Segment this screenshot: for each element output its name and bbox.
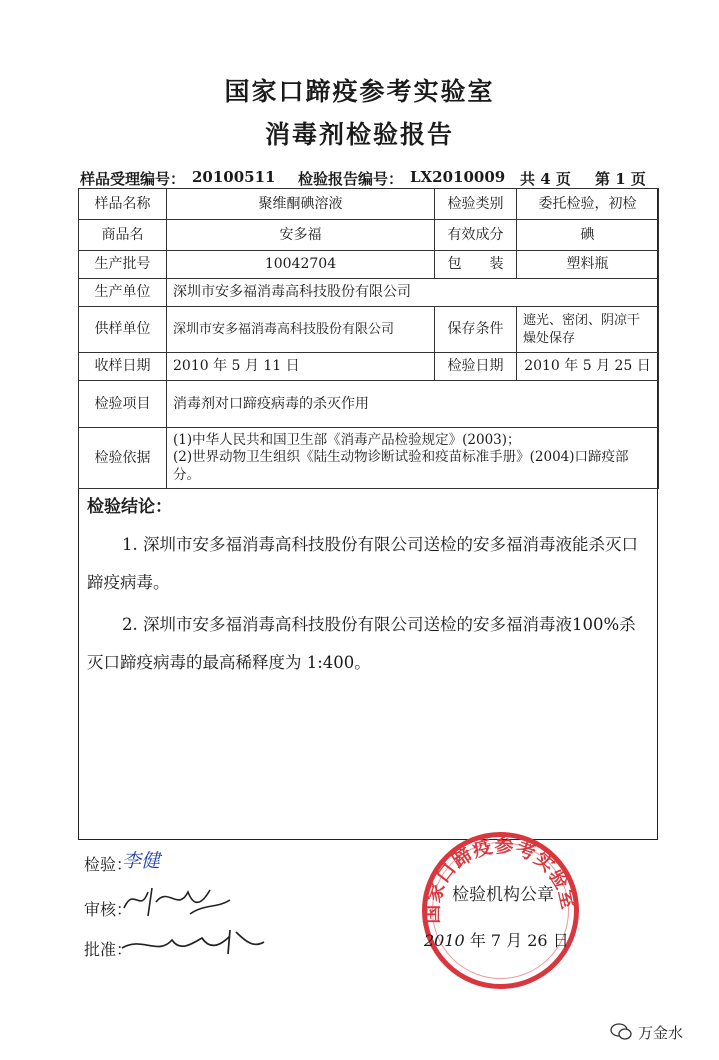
- lab-title: 国家口蹄疫参考实验室: [224, 77, 495, 106]
- pages-total: 共 4 页: [520, 170, 571, 188]
- report-no-label: 检验报告编号：: [298, 170, 404, 188]
- report-title: 消毒剂检验报告: [264, 120, 454, 149]
- batch: 10042704: [167, 251, 435, 279]
- watermark-text: 万金水: [638, 1024, 684, 1042]
- test-date: 2010 年 5 月 25 日: [517, 353, 659, 381]
- test-type: 委托检验，初检: [517, 189, 659, 220]
- official-seal: [418, 828, 583, 993]
- supplier-label: 供样单位: [79, 307, 167, 353]
- supplier: 深圳市安多福消毒高科技股份有限公司: [167, 307, 435, 353]
- ingredient: 碘: [517, 220, 659, 251]
- sample-no: 20100511: [192, 168, 276, 186]
- seal-date-rest: 年 7 月 26 日: [469, 931, 569, 950]
- inspector-signature: 李健: [122, 850, 161, 872]
- approver-label: 批准：: [84, 940, 133, 959]
- table-row: [79, 353, 659, 381]
- org-seal-label: 检验机构公章: [452, 885, 554, 905]
- table-row: [79, 279, 659, 307]
- inspector-label: 检验：: [84, 855, 133, 874]
- svg-text:国家口蹄疫参考实验室: [421, 834, 580, 924]
- test-basis: [167, 428, 659, 489]
- package: 塑料瓶: [517, 251, 659, 279]
- reviewer-label: 审核：: [84, 900, 133, 919]
- table-row: [79, 220, 659, 251]
- sample-no-label: 样品受理编号：: [80, 170, 186, 188]
- seal-date-year: 2010: [424, 931, 465, 950]
- wechat-icon: [610, 1022, 632, 1042]
- package-label: 包 装: [435, 251, 517, 279]
- page-current: 第 1 页: [595, 170, 646, 188]
- table-row: [79, 307, 659, 353]
- manufacturer: 深圳市安多福消毒高科技股份有限公司: [167, 279, 659, 307]
- table-row: [79, 428, 659, 489]
- received-date: 2010 年 5 月 11 日: [167, 353, 435, 381]
- test-type-label: 检验类别: [435, 189, 517, 220]
- received-label: 收样日期: [79, 353, 167, 381]
- storage-label: 保存条件: [435, 307, 517, 353]
- reviewer-signature: [118, 878, 238, 924]
- conclusion-heading: 检验结论：: [87, 497, 172, 517]
- test-item: 消毒剂对口蹄疫病毒的杀灭作用: [167, 381, 659, 428]
- basis-label: 检验依据: [79, 428, 167, 489]
- sample-name: 聚维酮碘溶液: [167, 189, 435, 220]
- table-row: [79, 251, 659, 279]
- basis-2: (2)世界动物卫生组织《陆生动物诊断试验和疫苗标准手册》(2004)口蹄疫部分。: [173, 449, 629, 483]
- info-table: [78, 188, 659, 489]
- seal-text: 国家口蹄疫参考实验室: [421, 834, 580, 924]
- approver-signature: [118, 922, 268, 962]
- product-name: 安多福: [167, 220, 435, 251]
- storage: 遮光、密闭、阴凉干燥处保存: [517, 307, 659, 353]
- test-date-label: 检验日期: [435, 353, 517, 381]
- conclusion-para-1: 1. 深圳市安多福消毒高科技股份有限公司送检的安多福消毒液能杀灭口蹄疫病毒。: [87, 535, 638, 592]
- sample-name-label: 样品名称: [79, 189, 167, 220]
- item-label: 检验项目: [79, 381, 167, 428]
- report-no: LX2010009: [410, 168, 506, 186]
- table-row: [79, 381, 659, 428]
- batch-label: 生产批号: [79, 251, 167, 279]
- ingredient-label: 有效成分: [435, 220, 517, 251]
- table-row: [79, 189, 659, 220]
- basis-1: (1)中华人民共和国卫生部《消毒产品检验规定》(2003)；: [173, 431, 521, 448]
- product-name-label: 商品名: [79, 220, 167, 251]
- seal-date: [424, 928, 569, 951]
- manufacturer-label: 生产单位: [79, 279, 167, 307]
- conclusion-para-2: 2. 深圳市安多福消毒高科技股份有限公司送检的安多福消毒液100%杀灭口蹄疫病毒的最高稀释度为 1:400。: [87, 615, 636, 672]
